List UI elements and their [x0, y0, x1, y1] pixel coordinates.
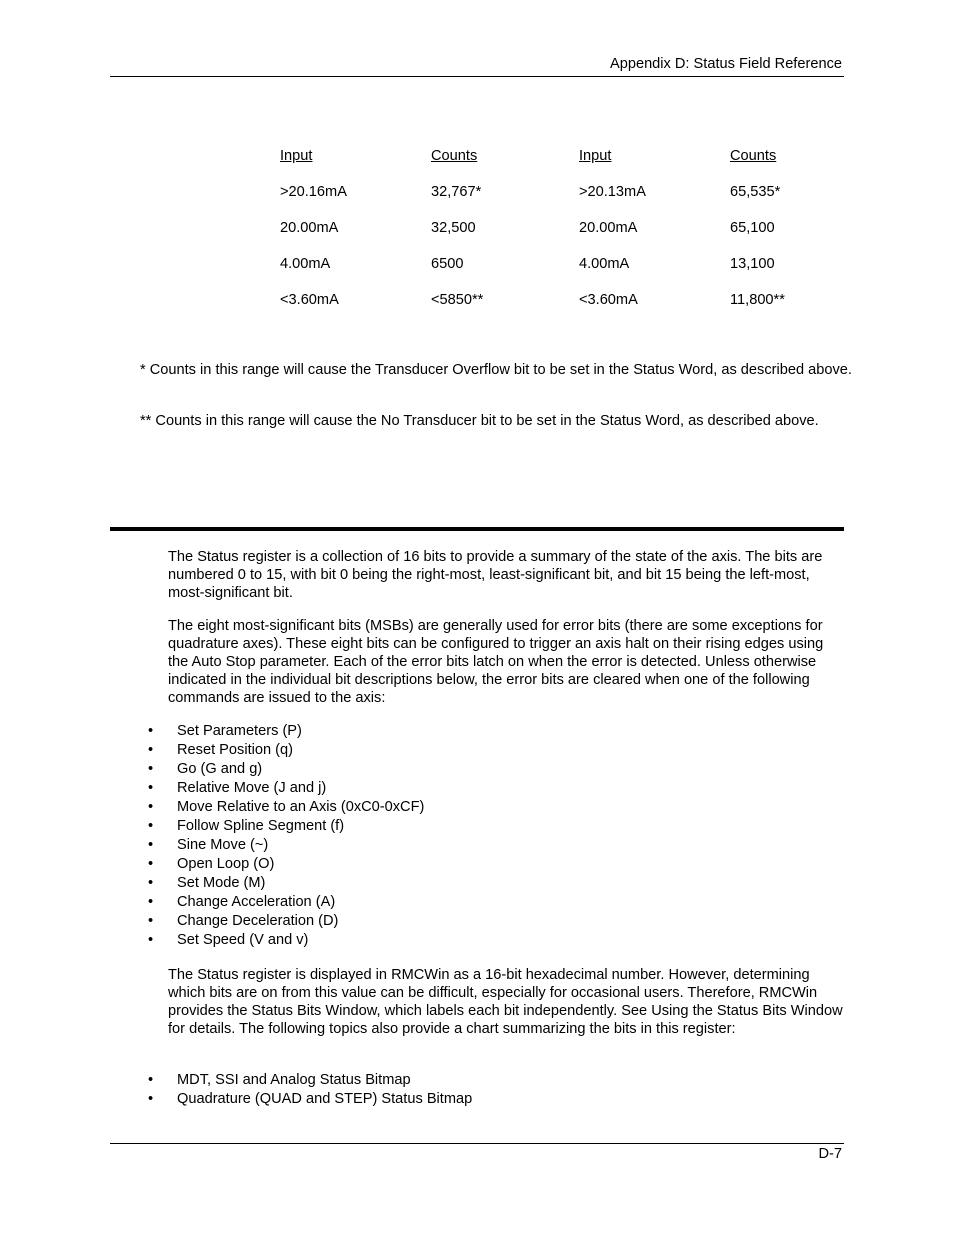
no-transducer-footnote: ** Counts in this range will cause the No Transducer bit to be set in the Status Word, as described above.	[140, 413, 819, 429]
status-register-paragraph: The Status register is a collection of 16 bits to provide a summary of the state of the axis. The bits are numbered 0 to 15, with bit 0 being the right-most, least-significant bit, and bit 15 being the left-most, most-significant bit.	[168, 549, 823, 601]
bullet-icon: •	[148, 761, 154, 777]
bullet-icon: •	[148, 799, 154, 815]
table-cell: 6500	[431, 256, 464, 272]
list-item: • Relative Move (J and j)	[148, 780, 327, 796]
list-item: • Reset Position (q)	[148, 742, 293, 758]
table-cell: 32,767*	[431, 184, 482, 200]
bullet-icon: •	[148, 818, 154, 834]
table-cell: 4.00mA	[579, 256, 630, 272]
bullet-icon: •	[148, 932, 154, 948]
bullet-icon: •	[148, 856, 154, 872]
bullet-icon: •	[148, 723, 154, 739]
list-item: • Move Relative to an Axis (0xC0-0xCF)	[148, 799, 425, 815]
table-cell: <3.60mA	[579, 292, 638, 308]
bullet-icon: •	[148, 875, 154, 891]
table-row	[280, 256, 830, 292]
bullet-icon: •	[148, 837, 154, 853]
counts-table	[280, 148, 830, 328]
topic-link[interactable]: Quadrature (QUAD and STEP) Status Bitmap	[177, 1091, 473, 1107]
list-item: • Follow Spline Segment (f)	[148, 818, 345, 834]
bullet-icon: •	[148, 1072, 154, 1088]
table-cell: 20.00mA	[280, 220, 339, 236]
table-cell: >20.16mA	[280, 184, 347, 200]
table-cell: <5850**	[431, 292, 484, 308]
table-row	[280, 220, 830, 256]
table-cell: 20.00mA	[579, 220, 638, 236]
list-item: • Change Deceleration (D)	[148, 913, 339, 929]
list-item: • Change Acceleration (A)	[148, 894, 336, 910]
list-item[interactable]	[148, 1071, 472, 1090]
page-header: Appendix D: Status Field Reference	[609, 56, 842, 72]
table-cell: >20.13mA	[579, 184, 646, 200]
bullet-icon: •	[148, 742, 154, 758]
topic-list	[148, 1071, 472, 1109]
table-cell: 13,100	[730, 256, 775, 272]
bullet-icon: •	[148, 780, 154, 796]
section-rule	[110, 527, 844, 531]
table-cell: 4.00mA	[280, 256, 331, 272]
footer-rule	[110, 1143, 844, 1144]
table-cell: 11,800**	[730, 292, 785, 308]
table-cell: 65,100	[730, 220, 775, 236]
table-cell: 65,535*	[730, 184, 781, 200]
list-item: • Open Loop (O)	[148, 856, 275, 872]
table-cell: <3.60mA	[280, 292, 339, 308]
list-item: • Set Mode (M)	[148, 875, 266, 891]
table-row	[280, 184, 830, 220]
list-item: • Sine Move (~)	[148, 837, 269, 853]
bullet-icon: •	[148, 913, 154, 929]
list-item: • Go (G and g)	[148, 761, 263, 777]
bullet-icon: •	[148, 1091, 154, 1107]
table-cell: 32,500	[431, 220, 476, 236]
topic-link[interactable]: MDT, SSI and Analog Status Bitmap	[177, 1072, 411, 1088]
column-header: Input	[579, 148, 612, 164]
bullet-icon: •	[148, 894, 154, 910]
column-header: Counts	[730, 148, 777, 164]
table-row	[280, 292, 830, 328]
error-bits-paragraph: The eight most-significant bits (MSBs) are generally used for error bits (there are some exceptions for quadrature axes). These eight bits can be configured to trigger an axis halt on their rising edges using the Auto Stop parameter. Each of the error bits latch on when the error is detected. Unless otherwise indicated in the individual bit descriptions below, the error bits are cleared when one of the following commands are issued to the axis:	[168, 618, 824, 706]
page-number: D-7	[818, 1146, 842, 1162]
list-item: • Set Speed (V and v)	[148, 932, 309, 948]
column-header: Input	[280, 148, 313, 164]
table-header-row	[280, 148, 830, 184]
list-item: • Set Parameters (P)	[148, 723, 302, 739]
command-list	[148, 722, 424, 950]
list-item[interactable]	[148, 1090, 472, 1109]
header-rule	[110, 76, 844, 77]
column-header: Counts	[431, 148, 478, 164]
overflow-footnote: * Counts in this range will cause the Transducer Overflow bit to be set in the Status Word, as described above.	[140, 362, 852, 378]
rmcwin-paragraph: The Status register is displayed in RMCWin as a 16-bit hexadecimal number. However, determining which bits are on from this value can be difficult, especially for occasional users. Therefore, RMCWin provides the Status Bits Window, which labels each bit independently. See Using the Status Bits Window for details. The following topics also provide a chart summarizing the bits in this register:	[168, 967, 843, 1037]
